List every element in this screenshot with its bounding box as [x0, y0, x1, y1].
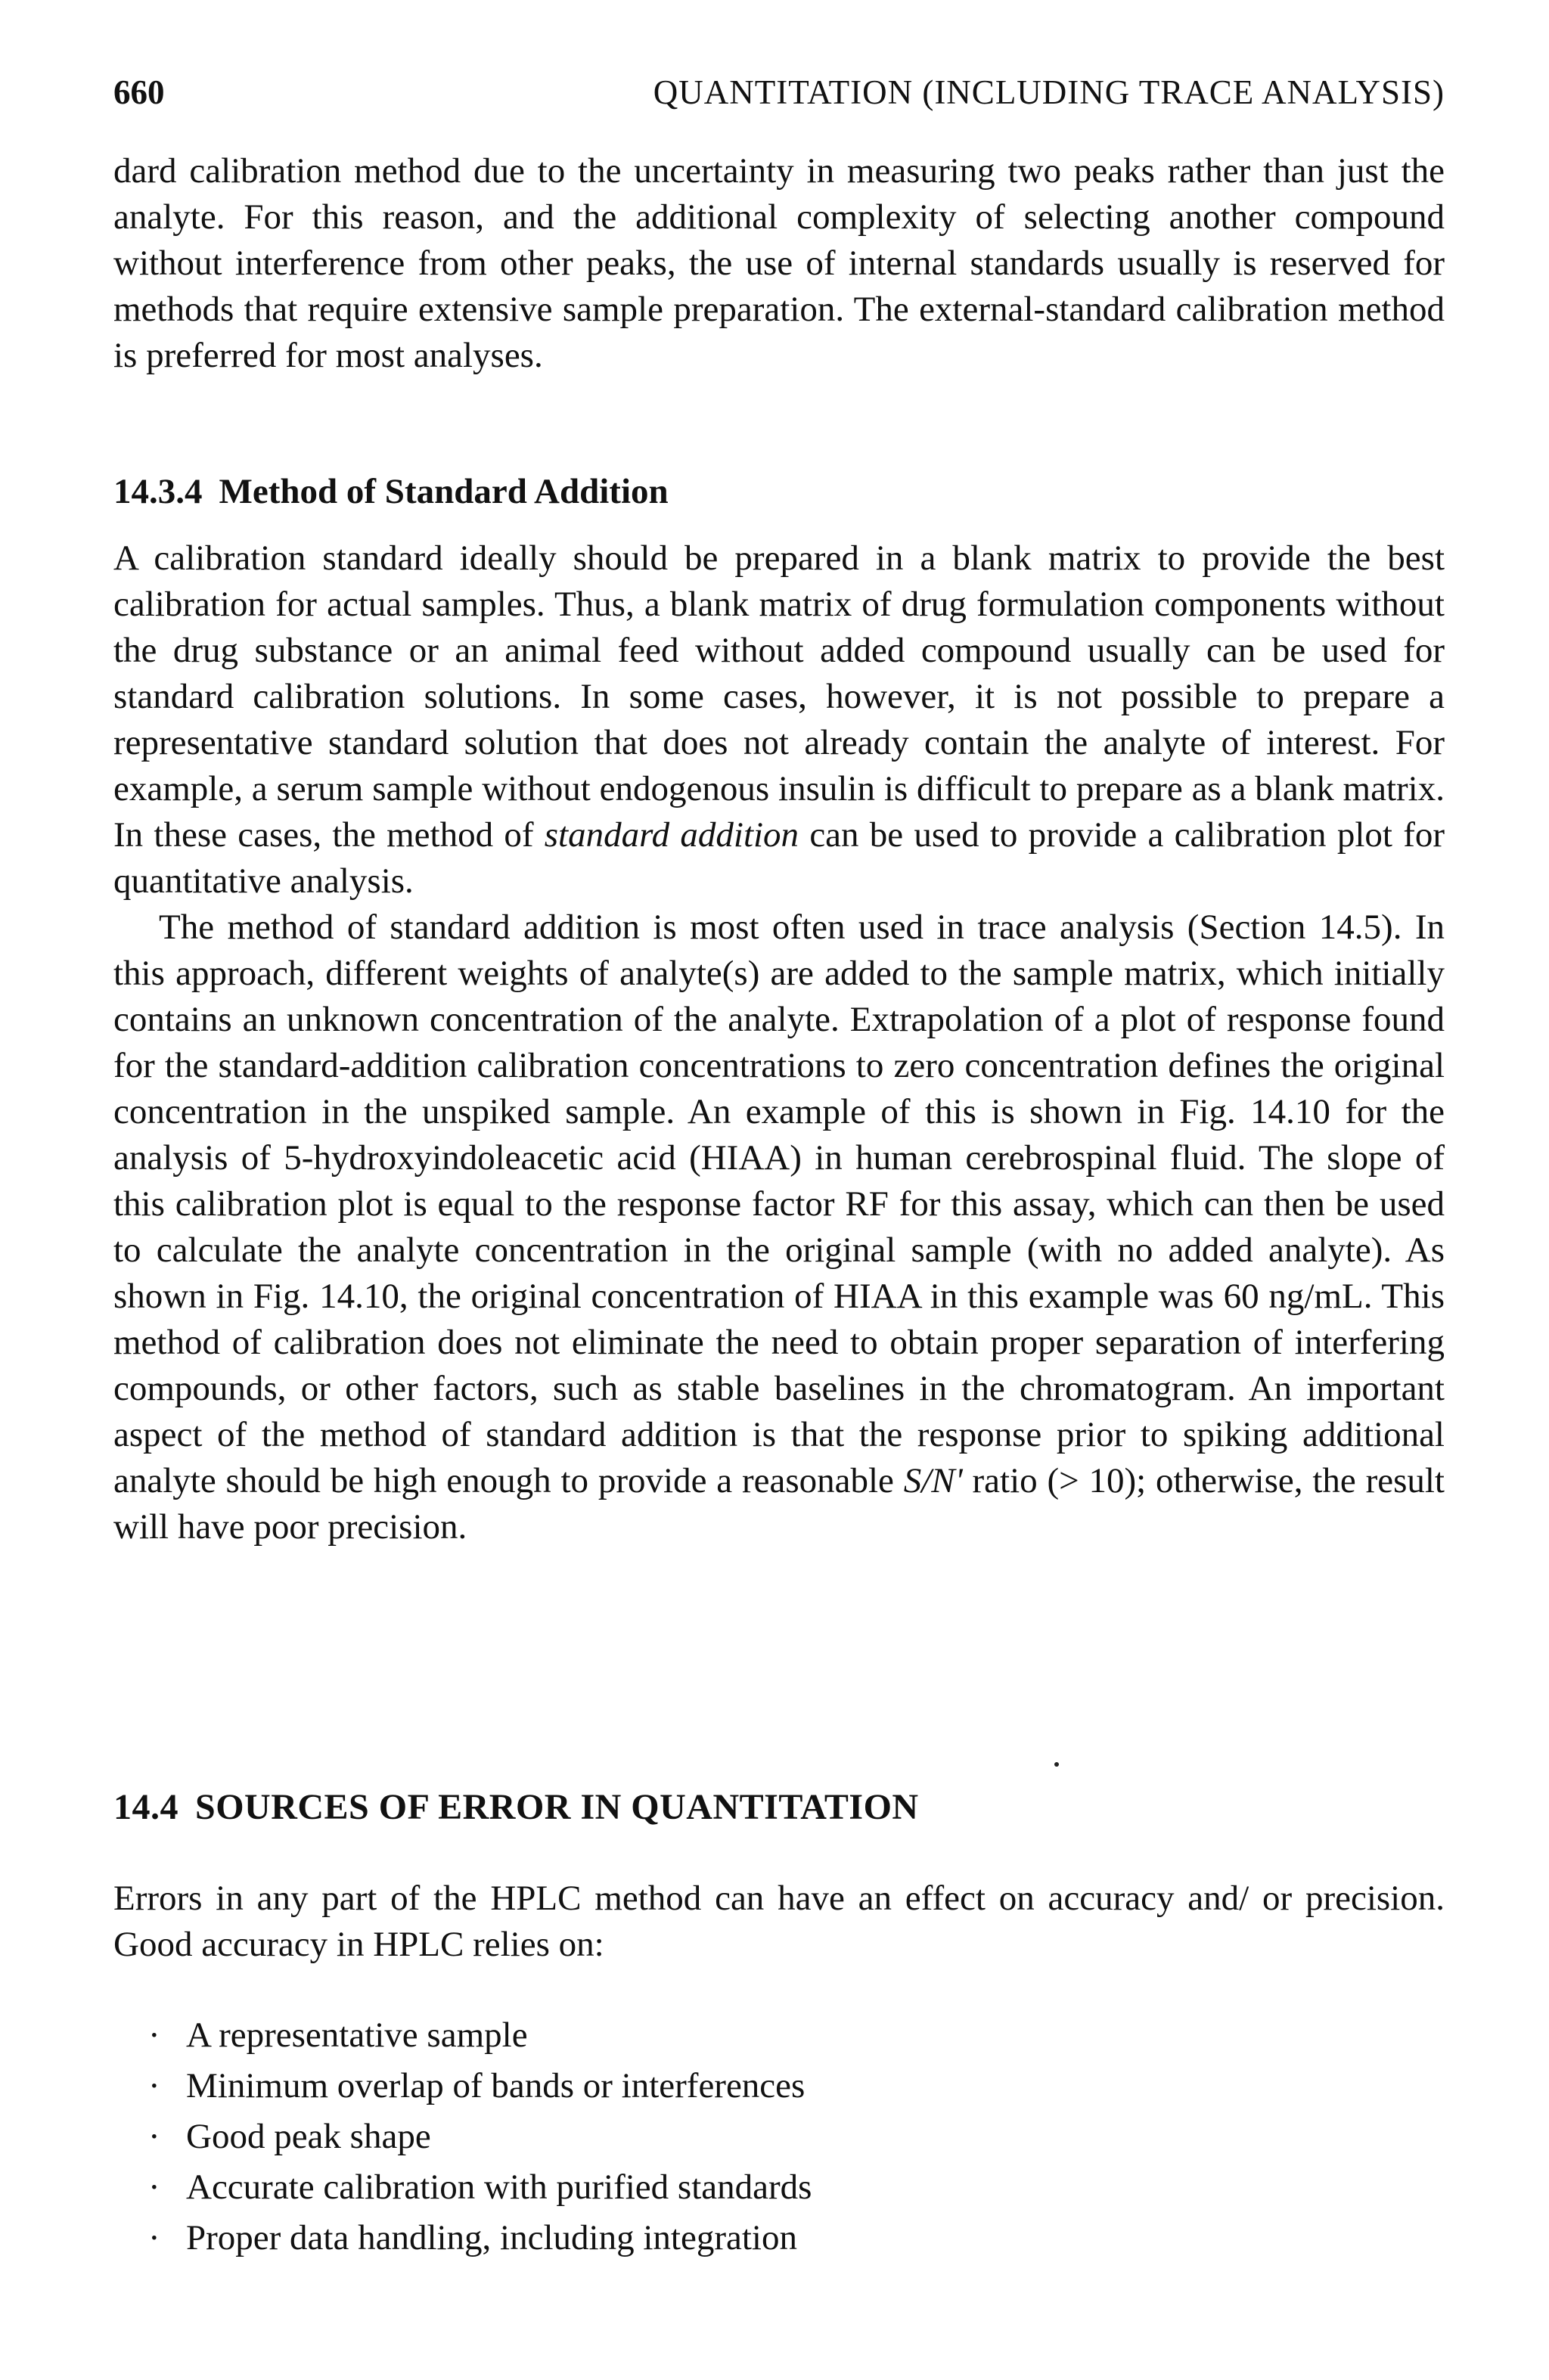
accuracy-list: [113, 2010, 1445, 2264]
list-item-text: A representative sample: [186, 2015, 528, 2055]
bullet-icon: ·: [148, 2167, 160, 2207]
paragraph-standard-addition-intro: [113, 535, 1445, 905]
body-block: [113, 535, 1445, 1550]
bullet-icon: ·: [148, 2066, 160, 2105]
paragraph-text: A calibration standard ideally should be prepared in a blank matrix to provide the best calibration for actual samples. Thus, a blank matrix of drug formulation components without the drug substance or an animal feed without added compound usually can be used for standard calibration solutions. In some cases, however, it is not possible to prepare a representative standard solution that does not already contain the analyte of interest. For example, a serum sample without endogenous insulin is difficult to prepare as a blank matrix. In these cases, the method of: [113, 538, 1445, 855]
subsection-number: 14.3.4: [113, 472, 203, 511]
continued-paragraph-block: [113, 148, 1445, 379]
page-number: 660: [113, 73, 165, 111]
running-title: QUANTITATION (INCLUDING TRACE ANALYSIS): [653, 73, 1445, 111]
section-title: SOURCES OF ERROR IN QUANTITATION: [195, 1787, 919, 1827]
list-item: [113, 2213, 1445, 2264]
paragraph-text: can be used to provide a calibration plot for quantitative analysis.: [113, 815, 1445, 901]
list-item: [113, 2112, 1445, 2162]
subsection-heading: [113, 469, 1445, 514]
section-number: 14.4: [113, 1787, 178, 1827]
list-item: [113, 2061, 1445, 2112]
list-item-text: Proper data handling, including integration: [186, 2218, 797, 2257]
bullet-icon: ·: [148, 2117, 160, 2156]
paragraph-text: ratio (> 10); otherwise, the result will have poor precision.: [113, 1461, 1445, 1547]
continued-paragraph: dard calibration method due to the uncertainty in measuring two peaks rather than just the analyte. For this reason, and the additional complexity of selecting another compound without interference from other peaks, the use of internal standards usually is reserved for methods that require extensive sample preparation. The external-standard calibration method is preferred for most analyses.: [113, 151, 1445, 375]
paragraph-text: The method of standard addition is most often used in trace analysis (Section 14.5). In this approach, different weights of analyte(s) are added to the sample matrix, which initially contains an unknown concentration of the analyte. Extrapolation of a plot of response found for the standard-addition calibration concentrations to zero concentration defines the original concentration in the unspiked sample. An example of this is shown in Fig. 14.10 for the analysis of 5-hydroxyindoleacetic acid (HIAA) in human cerebrospinal fluid. The slope of this calibration plot is equal to the response factor RF for this assay, which can then be used to calculate the analyte concentration in the original sample (with no added analyte). As shown in Fig. 14.10, the original concentration of HIAA in this example was 60 ng/mL. This method of calibration does not eliminate the need to obtain proper separation of interfering compounds, or other factors, such as stable baselines in the chromatogram. An important aspect of the method of standard addition is that the response prior to spiking additional analyte should be high enough to provide a reasonable: [113, 908, 1445, 1500]
list-item: [113, 2162, 1445, 2213]
section-heading: [113, 1785, 1445, 1830]
list-item-text: Minimum overlap of bands or interferences: [186, 2066, 806, 2105]
list-item-text: Good peak shape: [186, 2117, 431, 2156]
subsection-title: Method of Standard Addition: [219, 472, 669, 511]
bullet-icon: ·: [148, 2015, 160, 2055]
running-head: [113, 70, 1445, 115]
bullet-icon: ·: [148, 2218, 160, 2257]
paragraph-errors-intro: Errors in any part of the HPLC method can have an effect on accuracy and/ or precision. Good accuracy in HPLC relies on:: [113, 1879, 1445, 1964]
paragraph-standard-addition-method: [113, 905, 1445, 1550]
list-item-text: Accurate calibration with purified standards: [186, 2167, 812, 2207]
list-item: [113, 2010, 1445, 2061]
print-speck: [1054, 1762, 1059, 1767]
italic-term: S/N': [903, 1461, 963, 1500]
errors-paragraph-block: [113, 1876, 1445, 1968]
italic-term: standard addition: [544, 815, 799, 855]
